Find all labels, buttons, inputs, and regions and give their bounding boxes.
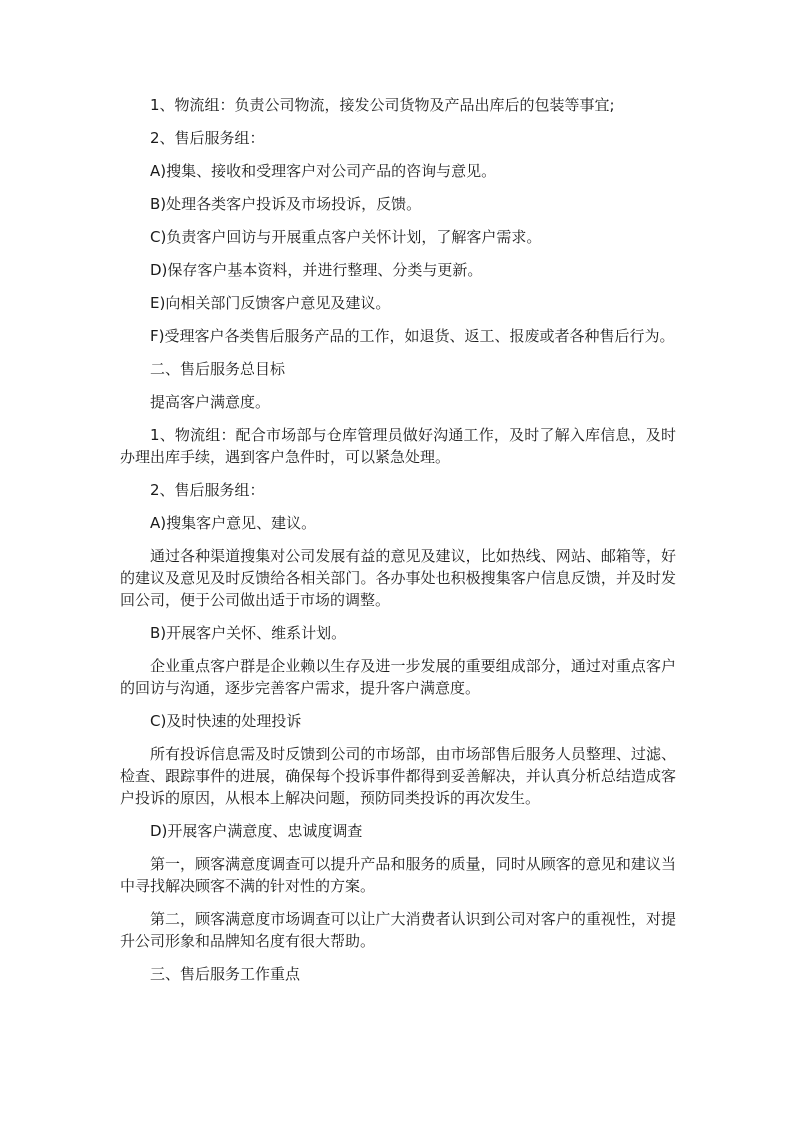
section-heading-overall-goal: 二、售后服务总目标	[150, 360, 286, 378]
paragraph-after-sales-group-heading: 2、售后服务组：	[150, 129, 265, 147]
paragraph-goal-b-heading: B)开展客户关怀、维系计划。	[150, 624, 347, 642]
paragraph-survey-first: 第一，顾客满意度调查可以提升产品和服务的质量，同时从顾客的意见和建议当中寻找解决顾客不满的针对性的方案。	[120, 855, 676, 895]
paragraph-logistics-goal: 1、物流组：配合市场部与仓库管理员做好沟通工作，及时了解入库信息，及时办理出库手续，遇到客户急件时，可以紧急处理。	[120, 426, 676, 466]
paragraph-goal-d-heading: D)开展客户满意度、忠诚度调查	[150, 822, 363, 840]
paragraph-duty-f: F)受理客户各类售后服务产品的工作，如退货、返工、报废或者各种售后行为。	[150, 327, 675, 345]
paragraph-logistics-duty: 1、物流组：负责公司物流，接发公司货物及产品出库后的包装等事宜;	[150, 96, 615, 114]
paragraph-goal-statement: 提高客户满意度。	[150, 393, 271, 411]
paragraph-duty-c: C)负责客户回访与开展重点客户关怀计划，了解客户需求。	[150, 228, 542, 246]
paragraph-goal-c-body: 所有投诉信息需及时反馈到公司的市场部，由市场部售后服务人员整理、过滤、检查、跟踪事件的进展，确保每个投诉事件都得到妥善解决，并认真分析总结造成客户投诉的原因，从根本上解决问题，预防同类投诉的再次发生。	[120, 745, 676, 807]
paragraph-duty-d: D)保存客户基本资料，并进行整理、分类与更新。	[150, 261, 483, 279]
paragraph-goal-a-heading: A)搜集客户意见、建议。	[150, 514, 317, 532]
paragraph-after-sales-goal-heading: 2、售后服务组：	[150, 481, 265, 499]
paragraph-goal-a-body: 通过各种渠道搜集对公司发展有益的意见及建议，比如热线、网站、邮箱等，好的建议及意见及时反馈给各相关部门。各办事处也积极搜集客户信息反馈，并及时发回公司，便于公司做出适于市场的调整。	[120, 547, 676, 609]
document-page	[120, 94, 676, 996]
paragraph-duty-a: A)搜集、接收和受理客户对公司产品的咨询与意见。	[150, 162, 497, 180]
paragraph-duty-b: B)处理各类客户投诉及市场投诉，反馈。	[150, 195, 422, 213]
section-heading-work-focus: 三、售后服务工作重点	[150, 965, 301, 983]
paragraph-goal-c-heading: C)及时快速的处理投诉	[150, 712, 302, 730]
paragraph-goal-b-body: 企业重点客户群是企业赖以生存及进一步发展的重要组成部分，通过对重点客户的回访与沟通，逐步完善客户需求，提升客户满意度。	[120, 657, 676, 697]
paragraph-survey-second: 第二，顾客满意度市场调查可以让广大消费者认识到公司对客户的重视性，对提升公司形象和品牌知名度有很大帮助。	[120, 910, 676, 950]
paragraph-duty-e: E)向相关部门反馈客户意见及建议。	[150, 294, 391, 312]
